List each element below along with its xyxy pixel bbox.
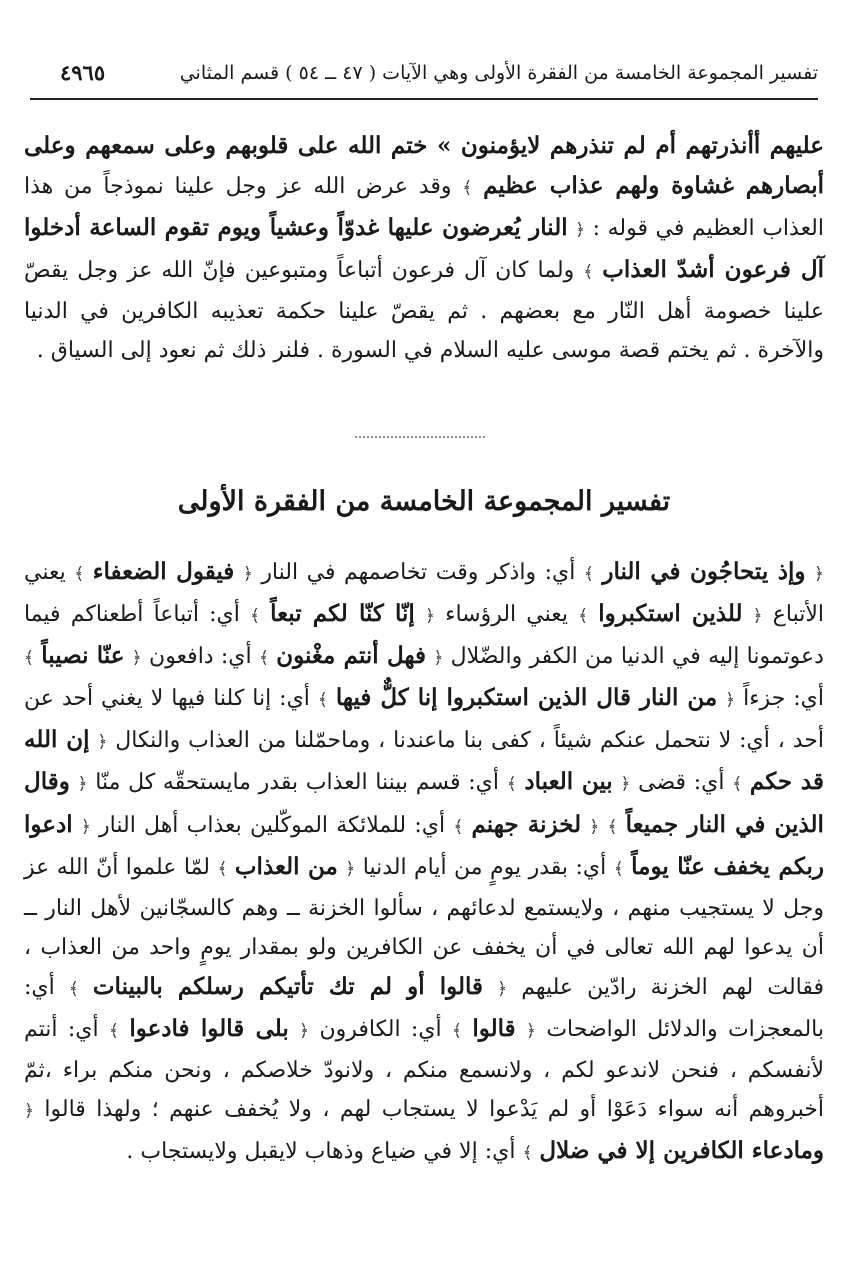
- bracket-close-ornament: ﴾: [24, 648, 34, 669]
- bracket-open-ornament: ﴿: [497, 978, 508, 999]
- bracket-open-ornament: ﴿: [814, 564, 824, 584]
- commentary-text: أي: واذكر وقت تخاصمهم في النار: [261, 560, 576, 585]
- quran-quote: فيقول الضعفاء: [92, 558, 235, 585]
- quran-quote: ادعوا ربكم يخفف عنّا يوماً: [24, 810, 825, 880]
- bracket-open-ornament: ﴿: [575, 220, 586, 241]
- commentary-text: أي: قسم بيننا العذاب بقدر مايستحقّه كل منّا: [95, 770, 500, 796]
- quran-quote: فهل أنتم مغْنون: [276, 642, 427, 670]
- commentary-text: أي: إنا كلنا فيها لا يغني أحد عن أحد ، أي: لا نتحمل عنكم شيئاً ، كفى بنا ماعندنا ، وماحمّلنا من العذاب والنكال: [24, 686, 824, 754]
- commentary-text: أي: جزءاً: [743, 686, 824, 712]
- commentary-text: أي: بقدر يومٍ من أيام الدنيا: [362, 854, 607, 880]
- section-separator: [355, 436, 485, 438]
- bracket-close-ornament: ﴾: [613, 858, 624, 879]
- bracket-close-ornament: ﴾: [732, 774, 743, 795]
- bracket-close-ornament: ﴾: [258, 648, 269, 669]
- commentary-text: أي: الكافرون: [319, 1017, 442, 1043]
- bracket-open-ornament: ﴿: [752, 606, 763, 627]
- commentary-text: يعني الأتباع: [24, 560, 825, 628]
- bracket-close-ornament: ﴾: [578, 606, 589, 627]
- bracket-close-ornament: ﴾: [217, 858, 228, 879]
- commentary-text: وقد عرض الله عز وجل علينا نموذجاً من هذا العذاب العظيم في قوله :: [24, 174, 825, 242]
- bracket-close-ornament: ﴾: [583, 564, 594, 584]
- commentary-text: أي: أتباعاً أطعناكم فيما دعوتمونا إليه في الدنيا من الكفر والضّلال: [24, 602, 824, 670]
- bracket-open-ornament: ﴿: [526, 1021, 536, 1042]
- commentary-text: ولما كان آل فرعون أتباعاً ومتبوعين فإنّ الله عز وجل يقصّ علينا خصومة أهل النّار مع بعضهم . ثم يقصّ علينا حكمة تعذيبه الكافرين في الدنيا والآخرة . ثم يختم قصة موسى عليه السلام في السورة . فلنر ذلك ثم نعود إلى السياق .: [24, 258, 824, 364]
- quran-quote: ومادعاء الكافرين إلا في ضلال: [539, 1137, 824, 1165]
- bracket-open-ornament: ﴿: [24, 1101, 34, 1122]
- bracket-open-ornament: ﴿: [725, 690, 736, 711]
- bracket-close-ornament: ﴾: [453, 816, 464, 837]
- running-header: [30, 58, 818, 100]
- quran-quote: عنّا نصيباً: [41, 642, 125, 670]
- bracket-close-ornament: ﴾: [462, 178, 473, 199]
- header-title: تفسير المجموعة الخامسة من الفقرة الأولى وهي الآيات ( ٤٧ ــ ٥٤ ) قسم المثاني: [179, 62, 818, 84]
- commentary-text: أي: أنتم لأنفسكم ، فنحن لاندعو لكم ، ولانسمع منكم ، ولانودّ خلاصكم ، ونحن منكم براء ،ثمّ أخبروهم أنه سواء دَعَوْا أو لم يَدْعوا لا يستجاب لهم ، ولا يُخفف عنهم ؛ ولهذا قالوا: [24, 1017, 824, 1123]
- quran-quote: من العذاب: [234, 852, 338, 880]
- quran-quote: إن الله قد حكم: [24, 726, 824, 796]
- quran-quote: للذين استكبروا: [598, 600, 743, 628]
- bracket-open-ornament: ﴿: [80, 816, 91, 837]
- quran-quote: بين العباد: [524, 768, 613, 796]
- bracket-open-ornament: ﴿: [345, 858, 356, 879]
- quran-quote: من النار قال الذين استكبروا إنا كلٌّ فيها: [335, 684, 718, 712]
- quran-quote: وقال الذين في النار جميعاً: [24, 768, 824, 838]
- bracket-open-ornament: ﴿: [299, 1021, 310, 1042]
- bracket-open-ornament: ﴿: [424, 606, 435, 627]
- bracket-open-ornament: ﴿: [242, 564, 253, 584]
- bracket-open-ornament: ﴿: [131, 648, 142, 669]
- bracket-close-ornament: ﴾: [522, 1143, 533, 1164]
- bracket-open-ornament: ﴿: [77, 774, 88, 795]
- bracket-open-ornament: ﴿: [589, 816, 600, 837]
- quran-quote: بلى قالوا فادعوا: [129, 1015, 289, 1043]
- bracket-open-ornament: ﴿: [97, 732, 108, 753]
- quran-quote: قالوا: [472, 1015, 516, 1043]
- bracket-close-ornament: ﴾: [583, 262, 594, 283]
- quran-quote: النار يُعرضون عليها غدوّاً وعشياً ويوم تقوم الساعة أدخلوا آل فرعون أشدّ العذاب: [24, 214, 825, 284]
- section-title: تفسير المجموعة الخامسة من الفقرة الأولى: [177, 486, 671, 517]
- quran-quote: لخزنة جهنم: [471, 810, 582, 838]
- quran-quote: عليهم أأنذرتهم أم لم تنذرهم لايؤمنون » ختم الله على قلوبهم وعلى سمعهم وعلى أبصارهم غشاوة ولهم عذاب عظيم: [24, 132, 825, 200]
- bracket-open-ornament: ﴿: [433, 648, 444, 669]
- quran-quote: وإذ يتحاجُون في النار: [602, 558, 806, 585]
- bracket-close-ornament: ﴾: [317, 690, 328, 711]
- commentary-text: أي: بالمعجزات والدلائل الواضحات: [24, 974, 824, 1043]
- intro-paragraph: [24, 126, 824, 371]
- commentary-text: أي: للملائكة الموكّلين بعذاب أهل النار: [99, 812, 446, 838]
- bracket-close-ornament: ﴾: [607, 816, 618, 837]
- commentary-paragraph: [24, 552, 824, 1173]
- bracket-open-ornament: ﴿: [620, 774, 631, 795]
- bracket-close-ornament: ﴾: [74, 564, 85, 584]
- commentary-text: لمّا علموا أنّ الله عز وجل لا يستجيب منهم ، ولايستمع لدعائهم ، سألوا الخزنة ــ وهم كالسجّانين لأهل النار ــ أن يدعوا لهم الله تعالى في أن يخفف عن الكافرين ولو بمقدار يومٍ واحد من العذاب ، فقالت لهم الخزنة رادّين عليهم: [24, 854, 824, 1000]
- page-number: ٤٩٦٥: [60, 60, 106, 85]
- bracket-close-ornament: ﴾: [506, 774, 517, 795]
- bracket-close-ornament: ﴾: [452, 1021, 462, 1042]
- commentary-text: أي: قضى: [638, 770, 725, 796]
- commentary-text: أي: إلا في ضياع وذهاب لايقبل ولايستجاب .: [126, 1139, 516, 1165]
- bracket-close-ornament: ﴾: [108, 1021, 119, 1042]
- commentary-text: يعني الرؤساء: [445, 602, 569, 628]
- quran-quote: إنّا كنّا لكم تبعاً: [270, 600, 415, 628]
- commentary-text: أي: دافعون: [149, 644, 252, 670]
- bracket-close-ornament: ﴾: [68, 978, 79, 999]
- bracket-close-ornament: ﴾: [250, 606, 260, 627]
- quran-quote: قالوا أو لم تك تأتيكم رسلكم بالبينات: [92, 972, 484, 1000]
